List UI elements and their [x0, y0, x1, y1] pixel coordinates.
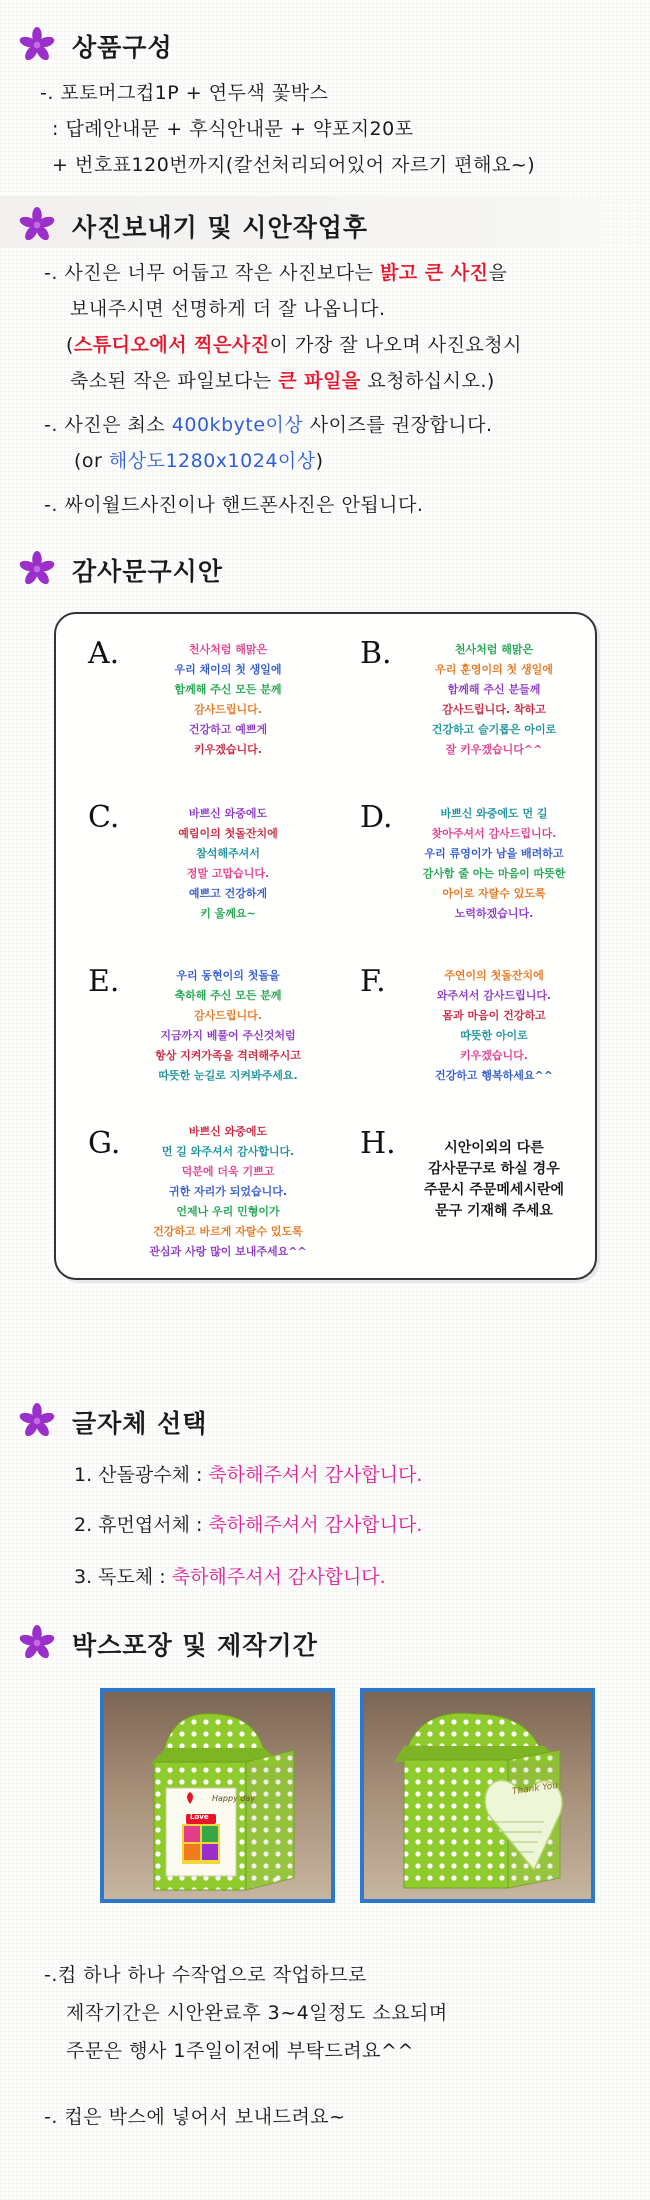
- section-header-phrases: [0, 540, 650, 592]
- packaging-line: -. 컵은 박스에 넣어서 보내드려요~: [44, 2106, 346, 2128]
- photo-guide-line: [66, 330, 522, 357]
- phrase-text: [138, 640, 318, 760]
- phrase-line: 감사드립니다.: [194, 1009, 262, 1022]
- highlight-text: 400kbyte이상: [171, 414, 304, 436]
- phrase-letter: B.: [360, 636, 392, 671]
- phrase-text: [404, 1138, 584, 1222]
- phrase-line: 관심과 사랑 많이 보내주세요^^: [149, 1245, 307, 1258]
- section-header-packaging: [0, 1614, 650, 1666]
- section-title: 박스포장 및 제작기간: [72, 1631, 318, 1660]
- box-flag-text: Love: [190, 1813, 209, 1821]
- phrase-letter: H.: [360, 1126, 396, 1161]
- text: 축소된 작은 파일보다는: [70, 370, 279, 392]
- flower-icon: [18, 1402, 56, 1440]
- phrase-line: 예림이의 첫돌잔치에: [178, 827, 278, 840]
- section-title: 글자체 선택: [72, 1409, 208, 1438]
- phrase-line: 축하해 주신 모든 분께: [174, 989, 282, 1002]
- photo-guide-line: [44, 410, 493, 437]
- photo-guide-line: [70, 366, 495, 393]
- phrase-line: 감사드립니다.: [194, 703, 262, 716]
- phrase-line: 정말 고맙습니다.: [186, 867, 270, 880]
- phrase-line: 우리 훈영이의 첫 생일에: [435, 663, 553, 676]
- box-back-photo: [360, 1688, 595, 1903]
- highlight-text: 밝고 큰 사진: [379, 262, 489, 284]
- phrase-line: 키우겠습니다.: [460, 1049, 528, 1062]
- phrase-line: 문구 기재해 주세요: [435, 1203, 553, 1219]
- phrase-text: [404, 804, 584, 924]
- phrase-line: 함께해 주신 모든 분께: [174, 683, 282, 696]
- phrase-text: [404, 966, 584, 1086]
- packaging-line: -.컵 하나 하나 수작업으로 작업하므로: [44, 1964, 367, 1986]
- text: -. 사진은 너무 어둡고 작은 사진보다는: [44, 262, 380, 284]
- phrase-line: 덕분에 더욱 기쁘고: [181, 1165, 275, 1178]
- phrase-line: 따뜻한 눈길로 지켜봐주세요.: [158, 1069, 298, 1082]
- phrase-samples-panel: [54, 612, 597, 1280]
- box-label-title: Thank You: [511, 1780, 559, 1798]
- section-header-composition: [0, 16, 650, 68]
- section-title: 감사문구시안: [72, 557, 223, 586]
- phrase-letter: E.: [88, 964, 120, 999]
- phrase-letter: C.: [88, 800, 120, 835]
- phrase-line: 건강하고 슬기롭은 아이로: [431, 723, 557, 736]
- phrase-text: [138, 1122, 318, 1262]
- section-header-fonts: [0, 1392, 650, 1444]
- section-title: 상품구성: [72, 33, 173, 62]
- phrase-line: 지금까지 베풀어 주신것처럼: [160, 1029, 296, 1042]
- phrase-line: 언제나 우리 민형이가: [176, 1205, 280, 1218]
- flower-icon: [18, 26, 56, 64]
- phrase-line: 바쁘신 와중에도: [188, 807, 268, 820]
- packaging-line: 주문은 행사 1주일이전에 부탁드려요^^: [66, 2040, 414, 2062]
- text: -. 사진은 최소: [44, 414, 172, 436]
- font-option-sample: 축하해주셔서 감사합니다.: [208, 1464, 423, 1486]
- composition-line: + 번호표120번까지(칼선처리되어있어 자르기 편해요~): [52, 154, 536, 176]
- section-header-photo-guide: [0, 196, 650, 248]
- phrase-line: 우리 채이의 첫 생일에: [174, 663, 282, 676]
- phrase-line: 천사처럼 해맑은: [188, 643, 268, 656]
- packaging-line: 제작기간은 시안완료후 3~4일정도 소요되며: [66, 2002, 448, 2024]
- phrase-text: [138, 804, 318, 924]
- phrase-line: 따뜻한 아이로: [460, 1029, 528, 1042]
- phrase-line: 노력하겠습니다.: [454, 907, 534, 920]
- highlight-text: 큰 파일을: [278, 370, 361, 392]
- flower-icon: [18, 1624, 56, 1662]
- text: 사이즈를 권장합니다.: [303, 414, 493, 436]
- phrase-line: 감사문구로 하실 경우: [428, 1161, 560, 1177]
- phrase-line: 주문시 주문메세시란에: [423, 1182, 565, 1198]
- phrase-line: 우리 류영이가 남을 배려하고: [424, 847, 564, 860]
- font-option-sample: 축하해주셔서 감사합니다.: [208, 1514, 423, 1536]
- phrase-line: 바쁘신 와중에도 먼 길: [440, 807, 548, 820]
- phrase-line: 감사드립니다. 착하고: [442, 703, 546, 716]
- phrase-line: 와주셔서 감사드립니다.: [436, 989, 552, 1002]
- composition-line: -. 포토머그컵1P + 연두색 꽃박스: [40, 82, 329, 104]
- text: 을: [488, 262, 508, 284]
- phrase-line: 감사함 줄 아는 마음이 따뜻한: [422, 867, 566, 880]
- phrase-line: 건강하고 예쁘게: [188, 723, 268, 736]
- phrase-line: 키 울께요~: [200, 907, 256, 920]
- gift-box-back-image: [364, 1692, 591, 1899]
- text: 요청하십시오.): [360, 370, 495, 392]
- phrase-letter: D.: [360, 800, 393, 835]
- phrase-line: 참석해주셔서: [196, 847, 260, 860]
- box-tag-text: Happy day: [212, 1794, 256, 1803]
- section-title: 사진보내기 및 시안작업후: [72, 213, 369, 242]
- font-option: [74, 1562, 386, 1589]
- phrase-line: 건강하고 행복하세요^^: [435, 1069, 553, 1082]
- photo-guide-line: [44, 258, 507, 285]
- box-front-photo: [100, 1688, 335, 1903]
- font-option-label: 2. 휴먼엽서체 :: [74, 1514, 209, 1536]
- text: ): [315, 450, 324, 472]
- flower-icon: [18, 550, 56, 588]
- font-option: [74, 1460, 422, 1487]
- font-option-sample: 축하해주셔서 감사합니다.: [171, 1566, 386, 1588]
- phrase-line: 몸과 마음이 건강하고: [442, 1009, 546, 1022]
- highlight-text: 해상도1280x1024이상: [108, 450, 316, 472]
- phrase-letter: A.: [88, 636, 120, 671]
- font-option: [74, 1510, 422, 1537]
- phrase-text: [404, 640, 584, 760]
- phrase-line: 아이로 자랄수 있도록: [442, 887, 546, 900]
- text: (or: [74, 450, 109, 472]
- phrase-line: 우리 동현이의 첫돌을: [176, 969, 280, 982]
- phrase-line: 찾아주셔서 감사드립니다.: [431, 827, 557, 840]
- phrase-letter: G.: [88, 1126, 121, 1161]
- phrase-letter: F.: [360, 964, 386, 999]
- phrase-line: 귀한 자리가 되었습니다.: [168, 1185, 288, 1198]
- phrase-line: 천사처럼 해맑은: [454, 643, 534, 656]
- phrase-line: 잘 키우겠습니다^^: [445, 743, 543, 756]
- phrase-line: 바쁘신 와중에도: [188, 1125, 268, 1138]
- phrase-line: 시안이외의 다른: [444, 1140, 544, 1156]
- phrase-line: 함께해 주신 분들께: [447, 683, 541, 696]
- font-option-label: 3. 독도체 :: [74, 1566, 172, 1588]
- phrase-line: 예쁘고 건강하게: [188, 887, 268, 900]
- composition-line: : 답례안내문 + 후식안내문 + 약포지20포: [52, 118, 414, 140]
- flower-icon: [18, 206, 56, 244]
- phrase-line: 항상 지켜가족을 격려해주시고: [155, 1049, 301, 1062]
- photo-guide-line: [74, 446, 324, 473]
- phrase-line: 주연이의 첫돌잔치에: [444, 969, 544, 982]
- photo-guide-line: -. 싸이월드사진이나 핸드폰사진은 안됩니다.: [44, 494, 424, 516]
- text: 이 가장 잘 나오며 사진요청시: [269, 334, 522, 356]
- text: (: [66, 334, 74, 356]
- phrase-line: 먼 길 와주셔서 감사합니다.: [161, 1145, 295, 1158]
- phrase-line: 건강하고 바르게 자랄수 있도록: [153, 1225, 303, 1238]
- highlight-text: 스튜디오에서 찍은사진: [73, 334, 270, 356]
- photo-guide-line: 보내주시면 선명하게 더 잘 나옵니다.: [70, 298, 386, 320]
- font-option-label: 1. 산돌광수체 :: [74, 1464, 209, 1486]
- phrase-line: 키우겠습니다.: [194, 743, 262, 756]
- phrase-text: [138, 966, 318, 1086]
